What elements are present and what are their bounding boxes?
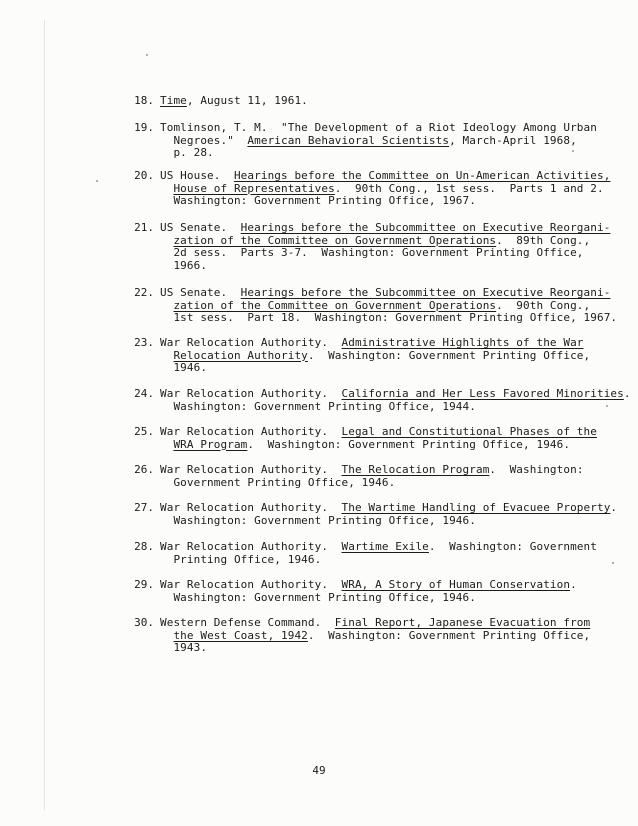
entry-text: .	[610, 501, 618, 514]
bibliography-entry	[160, 122, 600, 160]
entry-line	[160, 362, 600, 375]
entry-text: War Relocation Authority.	[160, 578, 342, 591]
bibliography-entry	[160, 337, 600, 375]
entry-text: Washington: Government Printing Office, 1946.	[160, 590, 476, 604]
entry-line	[160, 439, 600, 452]
entry-number: 22.	[134, 286, 154, 299]
bibliography-entry	[160, 541, 600, 566]
entry-text: US Senate.	[160, 221, 241, 234]
entry-text: Printing Office, 1946.	[160, 552, 322, 566]
entry-text: 1943.	[160, 641, 208, 654]
entry-title: California and Her Less Favored Minorities	[341, 387, 624, 400]
entry-number: 27.	[134, 501, 154, 514]
entry-title: WRA, A Story of Human Conservation	[341, 578, 571, 591]
entry-text: . Washington: Government Printing Office, 1946.	[247, 437, 571, 451]
entry-text: US Senate.	[160, 286, 241, 299]
entry-text: p. 28.	[160, 146, 214, 159]
bibliography-entry	[160, 464, 600, 489]
entry-text	[160, 182, 173, 195]
entry-text: US House.	[160, 169, 234, 182]
entry-text: 1946.	[160, 361, 208, 374]
bibliography-entry	[160, 169, 611, 208]
entry-text: . Washington:	[489, 463, 584, 476]
entry-text: . 90th Cong., 1st sess. Parts 1 and 2.	[334, 181, 604, 195]
entry-text: War Relocation Authority.	[160, 540, 342, 553]
entry-line	[160, 477, 600, 490]
page-number: 49	[312, 764, 326, 777]
entry-text: Western Defense Command.	[160, 616, 335, 629]
scan-speck	[612, 562, 614, 564]
entry-title: Relocation Authority	[173, 348, 308, 362]
entry-line	[160, 195, 600, 208]
bibliography-entry	[160, 387, 631, 413]
entry-text: War Relocation Authority.	[160, 336, 342, 349]
entry-number: 23.	[134, 336, 154, 349]
entry-title: The Wartime Handling of Evacuee Property	[341, 501, 611, 514]
entry-text: . Washington: Government	[428, 540, 597, 553]
entry-text: Government Printing Office, 1946.	[160, 475, 396, 489]
scan-speck	[96, 180, 98, 182]
entry-text: Washington: Government Printing Office, 1946.	[160, 513, 476, 527]
entry-title: WRA Program	[173, 437, 248, 451]
entry-text	[160, 438, 173, 451]
entry-line	[160, 401, 600, 414]
entry-number: 24.	[134, 387, 154, 400]
entry-title: Administrative Highlights of the War	[341, 336, 584, 349]
entry-line	[160, 642, 600, 655]
entry-line	[160, 260, 600, 273]
entry-text: , March-April 1968,	[449, 133, 577, 147]
entry-text: , August 11, 1961.	[186, 94, 308, 107]
entry-text: Washington: Government Printing Office, 1944.	[160, 399, 476, 413]
entry-text: War Relocation Authority.	[160, 387, 342, 400]
bibliography-entry	[160, 286, 618, 325]
entry-line	[160, 147, 600, 160]
entry-number: 18.	[134, 94, 154, 107]
entry-number: 19.	[134, 121, 154, 134]
entry-line	[160, 95, 600, 108]
entry-title: Time	[160, 94, 187, 107]
page-fold-line	[44, 20, 45, 810]
bibliography-entry	[160, 426, 600, 451]
entry-title: Hearings before the Committee on Un-American Activities,	[233, 169, 611, 182]
bibliography-entry	[160, 221, 611, 272]
entry-text	[160, 299, 173, 312]
entry-title: the West Coast, 1942	[173, 628, 308, 642]
entry-number: 30.	[134, 616, 154, 629]
entry-number: 29.	[134, 578, 154, 591]
entry-text	[160, 629, 173, 642]
scan-speck	[572, 150, 574, 152]
entry-line	[160, 592, 600, 605]
entry-text: 1966.	[160, 258, 208, 272]
entry-title: Hearings before the Subcommittee on Executive Reorgani-	[240, 286, 611, 299]
scan-speck	[146, 54, 148, 56]
entry-title: Final Report, Japanese Evacuation from	[334, 616, 591, 629]
entry-text	[160, 234, 173, 247]
entry-line	[160, 630, 600, 643]
entry-number: 25.	[134, 425, 154, 438]
entry-text: . 90th Cong.,	[496, 298, 591, 312]
entry-text: Tomlinson, T. M. "The Development of a Riot Ideology Among Urban	[160, 121, 597, 134]
entry-title: Hearings before the Subcommittee on Executive Reorgani-	[240, 221, 611, 234]
entry-text	[160, 349, 173, 362]
entry-text: .	[623, 387, 631, 400]
entry-title: American Behavioral Scientists	[247, 133, 450, 147]
entry-number: 20.	[134, 169, 154, 182]
entry-text: Washington: Government Printing Office, 1967.	[160, 194, 476, 207]
entry-text: War Relocation Authority.	[160, 501, 342, 514]
bibliography-entry	[160, 617, 600, 655]
entry-line	[160, 515, 600, 528]
entry-title: Legal and Constitutional Phases of the	[341, 425, 597, 438]
entry-line	[160, 554, 600, 567]
entry-line	[160, 350, 600, 363]
scan-speck	[606, 405, 608, 407]
entry-number: 21.	[134, 221, 154, 234]
entry-text: War Relocation Authority.	[160, 425, 342, 438]
bibliography-entry	[160, 579, 600, 604]
entry-text: . Washington: Government Printing Office,	[307, 628, 591, 642]
entry-line	[160, 135, 600, 148]
entry-text: 2d sess. Parts 3-7. Washington: Government Printing Office,	[160, 246, 584, 259]
entry-text: .	[570, 578, 577, 591]
entry-title: The Relocation Program	[341, 463, 490, 476]
entry-number: 26.	[134, 463, 154, 476]
entry-line	[160, 247, 600, 260]
entry-title: zation of the Committee on Government Operations	[173, 298, 497, 312]
entry-text: . 89th Cong.,	[496, 233, 591, 247]
entry-text: 1st sess. Part 18. Washington: Government Printing Office, 1967.	[160, 311, 618, 324]
bibliography-entry	[160, 95, 600, 108]
entry-title: Wartime Exile	[341, 540, 429, 553]
entry-text: War Relocation Authority.	[160, 463, 342, 476]
entry-title: zation of the Committee on Government Operations	[173, 233, 497, 247]
entry-text: Negroes."	[160, 133, 248, 147]
entry-text: . Washington: Government Printing Office,	[307, 348, 591, 362]
entry-line	[160, 311, 618, 325]
entry-title: House of Representatives	[173, 181, 335, 195]
entry-number: 28.	[134, 540, 154, 553]
bibliography-entry	[160, 501, 618, 527]
